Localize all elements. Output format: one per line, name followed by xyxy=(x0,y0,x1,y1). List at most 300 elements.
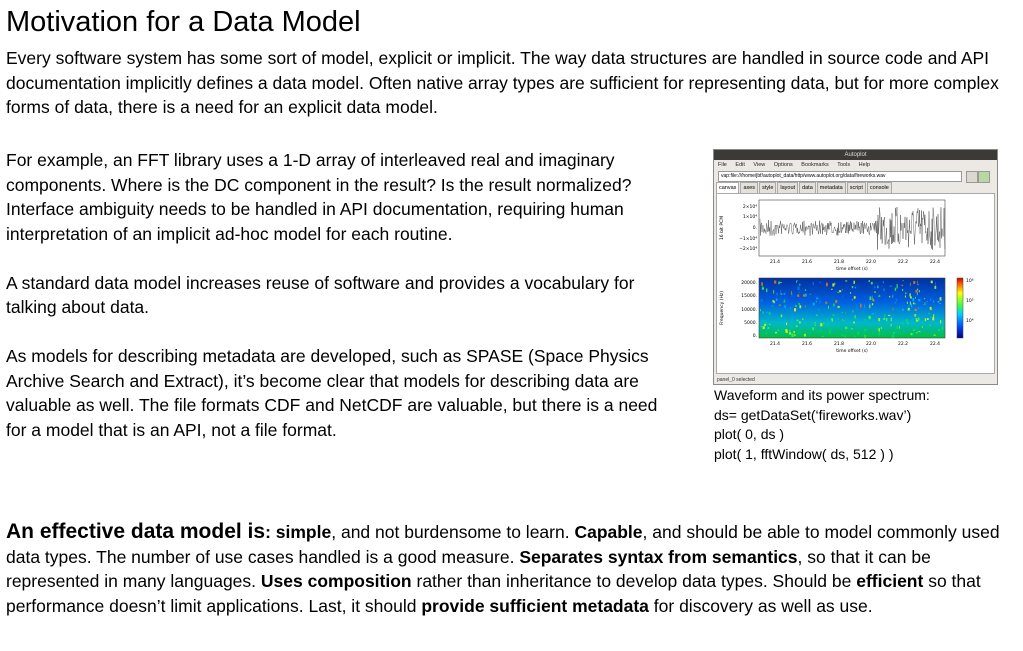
spectrogram-cell xyxy=(902,309,904,311)
spectrogram-cell xyxy=(851,328,853,329)
spectrogram-cell xyxy=(797,295,799,297)
spectrogram-cell xyxy=(882,286,883,287)
spectrogram-cell xyxy=(835,300,837,303)
spectrogram-cell xyxy=(763,311,764,313)
spec-xtick: 21.6 xyxy=(801,342,813,347)
spectrogram-cell xyxy=(825,314,826,315)
spectrogram-cell xyxy=(834,308,836,309)
spectrogram-cell xyxy=(855,287,856,289)
spectrogram-cell xyxy=(922,321,923,323)
spectrogram-cell xyxy=(912,333,914,334)
spectrogram-cell xyxy=(884,315,885,318)
spectrogram-cell xyxy=(888,315,890,316)
spectrogram-cell xyxy=(794,308,796,311)
spectrogram-cell xyxy=(924,298,925,299)
spectrogram-cell xyxy=(804,334,806,337)
spectrogram-cell xyxy=(928,313,930,314)
url-field[interactable]: vap:file:///home/jbf/autoplot_data/http/www.autoplot.org/data/fireworks.wav xyxy=(718,171,962,182)
term-simple: simple xyxy=(275,522,332,542)
spectrogram-cell xyxy=(799,284,801,286)
spectrogram-cell xyxy=(878,296,880,297)
wave-xtick: 21.4 xyxy=(769,260,781,265)
spectrogram-cell xyxy=(897,284,898,285)
spectrogram-cell xyxy=(890,285,892,287)
spectrogram-cell xyxy=(932,317,934,320)
spectrogram-cell xyxy=(896,286,898,289)
spectrogram-cell xyxy=(911,304,912,307)
spec-ytick: 20000. xyxy=(741,281,757,286)
tab-canvas[interactable]: canvas xyxy=(716,182,739,193)
spectrogram-cell xyxy=(774,281,776,284)
spectrogram-cell xyxy=(819,301,821,303)
spectrogram-cell xyxy=(813,282,814,285)
spectrogram-cell xyxy=(778,282,780,285)
spectrogram-cell xyxy=(764,324,766,326)
spectrogram-cell xyxy=(859,303,861,304)
spectrogram-cell xyxy=(852,300,853,301)
spectrogram-cell xyxy=(872,303,873,305)
spectrogram-cell xyxy=(930,307,932,310)
spectrogram-cell xyxy=(938,301,940,302)
text-span: so that performance doesn’t limit applications. Last, it should xyxy=(6,571,981,616)
spectrogram-cell xyxy=(878,332,880,335)
spectrogram-cell xyxy=(839,290,841,292)
spectrogram-cell xyxy=(918,308,919,309)
spectrogram-cell xyxy=(842,289,843,290)
wave-xtick: 22.2 xyxy=(897,260,909,265)
spectrogram-cell xyxy=(893,333,895,334)
term-sufficient-metadata: provide sufficient metadata xyxy=(421,595,649,616)
spectrogram-cell xyxy=(820,281,821,284)
spectrogram-cell xyxy=(799,291,800,293)
spectrogram-cell xyxy=(895,288,896,291)
spec-xtick: 21.8 xyxy=(833,342,845,347)
spectrogram-cell xyxy=(796,280,797,283)
spectrogram-cell xyxy=(843,320,844,321)
caption-line: plot( 0, ds ) xyxy=(714,426,785,442)
menu-file[interactable]: File xyxy=(718,162,727,168)
spectrogram-cell xyxy=(773,290,774,294)
spectrogram-cell xyxy=(854,296,856,299)
spectrogram-cell xyxy=(871,282,873,285)
spectrogram-cell xyxy=(922,326,923,328)
waveform-ylabel: 16 bit PCM xyxy=(720,215,725,241)
spectrogram-cell xyxy=(876,283,877,284)
text-span: rather than inheritance to develop data types. Should be xyxy=(411,571,857,591)
wave-ytick: −2×10⁴ xyxy=(739,247,757,252)
lead-phrase: An effective data model is xyxy=(6,520,266,543)
caption-line: ds= getDataSet(‘fireworks.wav’) xyxy=(714,406,912,423)
term-uses-composition: Uses composition xyxy=(260,571,412,591)
spectrogram-cell xyxy=(854,316,856,318)
spectrogram-cell xyxy=(781,315,783,318)
left-column xyxy=(6,148,678,467)
spectrogram-cell xyxy=(786,323,787,326)
spectrogram-cell xyxy=(797,320,799,322)
term-efficient: efficient xyxy=(856,571,924,591)
spectrogram-cell xyxy=(842,320,843,321)
spectrogram-cell xyxy=(913,298,915,301)
spectrogram-cell xyxy=(761,282,763,286)
spectrogram-cell xyxy=(853,310,854,312)
figure-caption xyxy=(714,386,930,464)
spectrogram-cell xyxy=(822,336,824,337)
spectrogram-cell xyxy=(852,286,854,288)
spectrogram-cell xyxy=(874,286,875,288)
spectrogram-cell xyxy=(815,323,817,324)
spec-xtick: 22.2 xyxy=(897,342,909,347)
colorbar-tick: 10⁵ xyxy=(966,299,974,304)
tab-console[interactable]: console xyxy=(867,182,892,193)
spectrogram-cell xyxy=(864,332,865,335)
dropdown-button[interactable] xyxy=(966,171,978,183)
spectrogram-cell xyxy=(842,312,844,313)
spectrogram-cell xyxy=(828,306,829,309)
spectrogram-cell xyxy=(778,330,779,332)
spectrogram-cell xyxy=(797,287,799,291)
app-menubar xyxy=(714,160,997,170)
spectrogram-cell xyxy=(907,302,908,304)
spectrogram-cell xyxy=(940,303,941,304)
effective-model-paragraph xyxy=(6,520,1016,618)
spectrogram-cell xyxy=(845,281,847,282)
spectrogram-cell xyxy=(796,325,798,327)
spectrogram-cell xyxy=(935,282,936,285)
spectrogram-cell xyxy=(795,305,797,307)
spectrogram-cell xyxy=(918,299,920,301)
spectrogram-cell xyxy=(805,305,806,307)
spectrogram-cell xyxy=(772,306,773,307)
spectrogram-cell xyxy=(891,318,892,321)
spectrogram-cell xyxy=(776,299,778,301)
spectrogram-cell xyxy=(769,324,770,325)
spectrogram-cell xyxy=(792,334,794,338)
spectrogram-cell xyxy=(853,322,855,324)
text-span: for discovery as well as use. xyxy=(648,595,873,616)
spectrogram-cell xyxy=(902,322,904,324)
fft-example-paragraph: For example, an FFT library uses a 1-D array of interleaved real and imaginary components. Where is the DC component in the result? Is the result normalized? Interface ambiguity needs to be handled in API documentation, requiring human interpretation of an implicit ad-hoc model for each routine. xyxy=(6,150,632,244)
spectrogram-cell xyxy=(913,329,914,330)
spectrogram-cell xyxy=(913,281,915,284)
spectrogram-cell xyxy=(799,322,801,324)
tab-metadata[interactable]: metadata xyxy=(817,182,846,193)
slide-title: Motivation for a Data Model xyxy=(6,6,361,38)
spectrogram-cell xyxy=(813,303,815,306)
tab-data[interactable]: data xyxy=(799,182,816,193)
text-span: , and should be able to model commonly used data types. The number of use cases handled is a good measure. xyxy=(6,522,1000,567)
spectrogram-cell xyxy=(902,289,903,291)
spectrogram-cell xyxy=(934,335,936,336)
spectrogram-cell xyxy=(810,294,812,295)
spectrogram-cell xyxy=(799,305,801,308)
spectrogram-cell xyxy=(829,329,830,331)
spectrogram-cell xyxy=(875,291,876,293)
spectrogram-cell xyxy=(905,293,907,295)
spectrogram-cell xyxy=(805,289,806,291)
spectrogram-cell xyxy=(914,314,916,317)
spectrogram-cell xyxy=(832,283,834,286)
spectrogram-cell xyxy=(940,320,941,324)
spectrogram-cell xyxy=(869,305,870,309)
spectrogram-cell xyxy=(933,314,934,317)
spectrogram-cell xyxy=(910,296,912,298)
spectrogram-cell xyxy=(769,312,771,315)
spectrogram-cell xyxy=(865,335,866,338)
spectrogram-cell xyxy=(780,282,782,283)
spec-xtick: 22.4 xyxy=(929,342,941,347)
spectrogram-cell xyxy=(934,300,935,302)
app-titlebar: Autoplot xyxy=(714,150,997,160)
spectrogram-cell xyxy=(893,307,894,311)
spectrogram-cell xyxy=(838,306,840,308)
plots-svg xyxy=(717,194,994,373)
spectrogram-cell xyxy=(885,305,886,306)
plot-canvas[interactable] xyxy=(716,193,995,374)
app-tabs xyxy=(714,182,997,192)
spectrogram-cell xyxy=(891,324,892,327)
spectrogram-cell xyxy=(794,331,795,333)
spec-ytick: 0. xyxy=(752,334,757,339)
spectrogram-xlabel: time offset (s) xyxy=(836,349,868,354)
spectrogram-cell xyxy=(776,293,778,296)
text-span: , and not burdensome to learn. xyxy=(331,522,575,542)
menu-bookmarks[interactable]: Bookmarks xyxy=(801,162,829,168)
app-url-row xyxy=(714,170,997,182)
wave-xtick: 22.0 xyxy=(865,260,877,265)
spectrogram-cell xyxy=(766,333,767,334)
spectrogram-cell xyxy=(845,335,847,338)
spectrogram-cell xyxy=(909,305,910,308)
wave-ytick: 2×10⁴ xyxy=(742,205,757,210)
spectrogram-cell xyxy=(812,327,814,330)
spectrogram-cell xyxy=(831,289,832,290)
spectrogram-cell xyxy=(909,309,910,312)
spectrogram-cell xyxy=(827,319,828,321)
spectrogram-cell xyxy=(896,326,898,329)
spectrogram-cell xyxy=(818,310,819,311)
spectrogram-cell xyxy=(831,318,833,321)
spectrogram-cell xyxy=(775,332,777,333)
spectrogram-cell xyxy=(829,331,831,334)
spectrogram-cell xyxy=(784,293,786,294)
spectrogram-cell xyxy=(931,281,933,284)
spectrogram-cell xyxy=(886,318,888,321)
spectrogram-cell xyxy=(942,326,944,327)
spectrogram-cell xyxy=(903,280,904,281)
spectrogram-cell xyxy=(883,318,885,319)
term-capable: Capable xyxy=(574,522,643,542)
spectrogram-cell xyxy=(927,318,929,320)
spectrogram-cell xyxy=(815,325,816,327)
spectrogram-cell xyxy=(915,297,916,299)
spectrogram-cell xyxy=(772,300,773,302)
spectrogram-cell xyxy=(883,281,884,283)
spectrogram-cell xyxy=(785,329,787,333)
spectrogram-cell xyxy=(899,326,900,329)
spectrogram-cell xyxy=(854,336,855,339)
spec-xtick: 21.4 xyxy=(769,342,781,347)
spectrogram-cell xyxy=(915,290,917,293)
autoplot-screenshot xyxy=(713,149,998,385)
spectrogram-cell xyxy=(834,283,835,286)
intro-paragraph: Every software system has some sort of model, explicit or implicit. The way data structures are handled in source code and API documentation implicitly defines a data model. Often native array types are sufficient for representing data, but for more complex forms of data, there is a need for an explicit data model. xyxy=(6,48,999,117)
metadata-models-paragraph: As models for describing metadata are developed, such as SPASE (Space Physics Archive Search and Extract), it’s become clear that models for describing data are valuable as well. The file formats CDF and NetCDF are valuable, but there is a need for a model that is an API, not a file format. xyxy=(6,346,658,440)
spectrogram-cell xyxy=(857,332,859,335)
spectrogram-cell xyxy=(816,301,817,303)
spectrogram-cell xyxy=(798,303,800,305)
menu-view[interactable]: View xyxy=(753,162,766,168)
spectrogram-cell xyxy=(878,318,880,321)
spectrogram-cell xyxy=(789,332,791,335)
spectrogram-cell xyxy=(762,288,764,290)
spectrogram-cell xyxy=(794,334,795,336)
spectrogram-cell xyxy=(784,300,786,303)
spectrogram-cell xyxy=(881,327,882,329)
spectrogram-cell xyxy=(860,304,862,307)
spectrogram-cell xyxy=(825,302,827,304)
spectrogram-cell xyxy=(760,309,761,311)
tab-layout[interactable]: layout xyxy=(777,182,798,193)
spectrogram-cell xyxy=(790,307,791,308)
wave-xtick: 21.8 xyxy=(833,260,845,265)
spectrogram-cell xyxy=(872,296,873,299)
caption-line: Waveform and its power spectrum: xyxy=(714,387,930,403)
spectrogram-cell xyxy=(864,329,866,331)
spec-xtick: 22.0 xyxy=(865,342,877,347)
spec-ytick: 5000. xyxy=(744,321,757,326)
wave-ytick: −1×10⁴ xyxy=(739,237,757,242)
spectrogram-cell xyxy=(915,309,917,311)
spectrogram-cell xyxy=(934,286,936,289)
app-status-bar: panel_0 selected xyxy=(717,377,755,383)
spectrogram-cell xyxy=(870,317,871,319)
spectrogram-cell xyxy=(816,314,817,316)
spectrogram-cell xyxy=(768,327,770,329)
spectrogram-cell xyxy=(916,320,918,322)
spectrogram-cell xyxy=(907,323,908,324)
menu-edit[interactable]: Edit xyxy=(735,162,745,168)
colorbar-tick: 10⁶ xyxy=(966,279,974,284)
spectrogram-cell xyxy=(917,281,918,284)
spectrogram-cell xyxy=(779,304,781,306)
spectrogram-cell xyxy=(761,326,762,327)
spectrogram-cell xyxy=(910,283,911,286)
spectrogram-cell xyxy=(896,299,898,302)
spec-ytick: 15000. xyxy=(741,294,757,299)
spectrogram-cell xyxy=(842,295,843,297)
menu-options[interactable]: Options xyxy=(773,162,793,168)
spectrogram-cell xyxy=(763,326,765,329)
text-span: , so that it can be represented in many languages. xyxy=(6,546,931,591)
spectrogram-cell xyxy=(761,299,763,302)
spectrogram-cell xyxy=(902,285,904,286)
lead-colon: : xyxy=(265,522,276,542)
spectrogram-cell xyxy=(927,301,928,302)
spectrogram-cell xyxy=(833,314,835,316)
spectrogram-cell xyxy=(918,284,919,286)
spectrogram-cell xyxy=(878,327,879,331)
spectrogram-cell xyxy=(869,297,871,301)
spectrogram-cell xyxy=(864,305,865,308)
go-button[interactable] xyxy=(978,171,990,183)
spectrogram-cell xyxy=(925,318,926,321)
spectrogram-cell xyxy=(883,289,885,292)
spectrogram-cell xyxy=(916,332,917,333)
spectrogram-cell xyxy=(820,323,822,326)
spectrogram-cell xyxy=(797,281,798,282)
spectrogram-cell xyxy=(816,298,818,300)
spectrogram-cell xyxy=(873,300,875,301)
spectrogram-cell xyxy=(850,292,851,294)
wave-xtick: 22.4 xyxy=(929,260,941,265)
spectrogram-cell xyxy=(837,292,839,293)
spectrogram-cell xyxy=(895,303,896,304)
wave-ytick: 1×10⁴ xyxy=(742,215,757,220)
tab-axes[interactable]: axes xyxy=(740,182,758,193)
wave-ytick: 0. xyxy=(752,226,757,231)
spectrogram-cell xyxy=(766,289,767,293)
spectrogram-cell xyxy=(780,290,781,293)
spectrogram-cell xyxy=(940,297,942,300)
spectrogram-cell xyxy=(879,328,880,331)
spectrogram-cell xyxy=(919,290,920,292)
spectrogram-cell xyxy=(811,309,813,312)
waveform-xlabel: time offset (s) xyxy=(836,267,868,272)
spectrogram-cell xyxy=(790,330,791,332)
menu-help[interactable]: Help xyxy=(858,162,870,168)
spectrogram-cell xyxy=(845,327,847,330)
spectrogram-cell xyxy=(838,318,839,320)
colorbar-tick: 10⁴ xyxy=(966,319,974,324)
menu-tools[interactable]: Tools xyxy=(837,162,851,168)
spectrogram-cell xyxy=(914,303,916,304)
spectrogram-cell xyxy=(854,281,856,284)
spectrogram-cell xyxy=(842,334,843,336)
spectrogram-cell xyxy=(905,296,906,298)
spectrogram-cell xyxy=(879,295,880,296)
standard-model-paragraph: A standard data model increases reuse of software and provides a vocabulary for talking about data. xyxy=(6,272,635,317)
spectrogram-cell xyxy=(781,293,783,294)
spectrogram-cell xyxy=(869,280,870,282)
spectrogram-cell xyxy=(864,319,866,320)
tab-style[interactable]: style xyxy=(759,182,776,193)
spectrogram-cell xyxy=(892,335,894,338)
spec-ytick: 10000. xyxy=(741,308,757,313)
spectrogram-cell xyxy=(872,313,874,314)
spectrogram-cell xyxy=(942,328,943,330)
spectrogram-cell xyxy=(889,296,890,298)
spectrogram-cell xyxy=(791,291,792,295)
spectrogram-cell xyxy=(784,305,785,308)
spectrogram-cell xyxy=(930,299,932,301)
spectrogram-cell xyxy=(892,294,894,297)
spectrogram-cell xyxy=(916,318,918,319)
wave-xtick: 21.6 xyxy=(801,260,813,265)
spectrogram-cell xyxy=(877,287,879,289)
caption-line: plot( 1, fftWindow( ds, 512 ) ) xyxy=(714,445,894,462)
spectrogram-cell xyxy=(823,322,824,325)
spectrogram-cell xyxy=(906,320,908,322)
spectrogram-cell xyxy=(846,312,847,314)
spectrogram-cell xyxy=(930,325,931,327)
spectrogram-cell xyxy=(923,304,925,305)
spectrogram-cell xyxy=(802,319,803,320)
spectrogram-cell xyxy=(809,335,810,336)
spectrogram-cell xyxy=(766,312,768,313)
spectrogram-cell xyxy=(938,330,940,331)
colorbar xyxy=(957,278,963,338)
tab-script[interactable]: script xyxy=(847,182,866,193)
